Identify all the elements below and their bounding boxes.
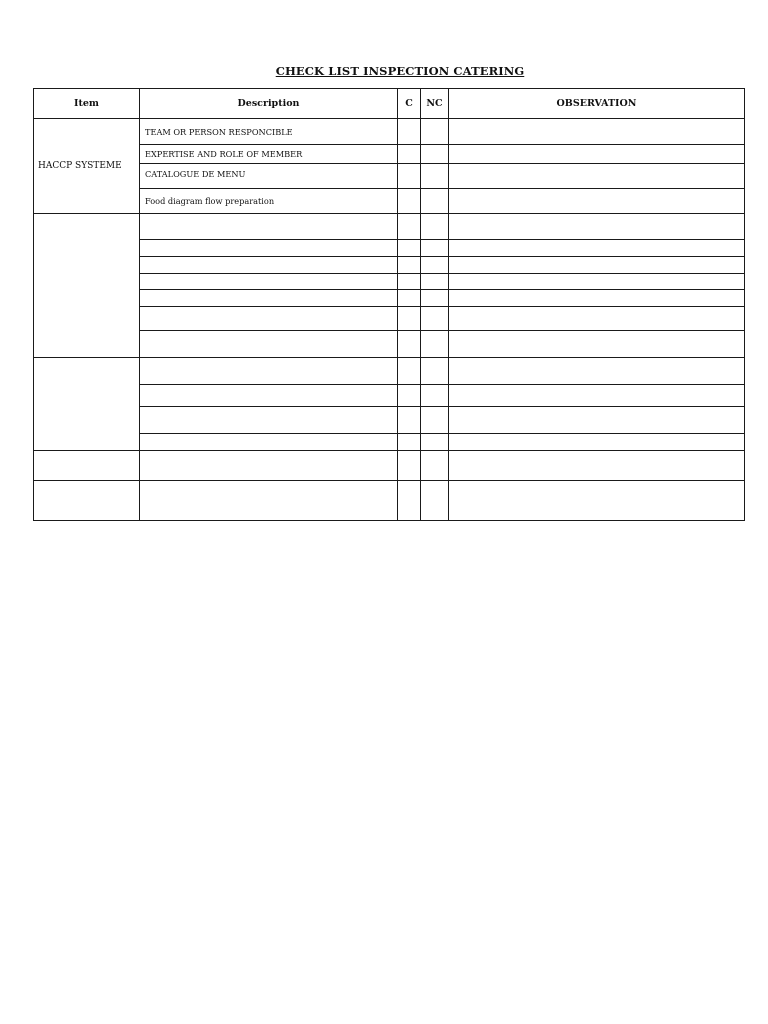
table-row — [34, 407, 745, 434]
c-checkbox-cell[interactable] — [398, 290, 421, 307]
header-observation: OBSERVATION — [449, 89, 745, 119]
item-cell — [34, 481, 140, 521]
table-row — [34, 307, 745, 331]
c-checkbox-cell[interactable] — [398, 214, 421, 240]
observation-cell[interactable] — [449, 407, 745, 434]
header-nc: NC — [421, 89, 449, 119]
table-header-row — [34, 89, 745, 119]
c-checkbox-cell[interactable] — [398, 145, 421, 164]
c-checkbox-cell[interactable] — [398, 119, 421, 145]
c-checkbox-cell[interactable] — [398, 481, 421, 521]
description-cell — [140, 481, 398, 521]
table-row — [34, 451, 745, 481]
description-cell: EXPERTISE AND ROLE OF MEMBER — [140, 145, 398, 164]
item-cell: HACCP SYSTEME — [34, 119, 140, 214]
observation-cell[interactable] — [449, 290, 745, 307]
header-item: Item — [34, 89, 140, 119]
c-checkbox-cell[interactable] — [398, 274, 421, 290]
nc-checkbox-cell[interactable] — [421, 481, 449, 521]
observation-cell[interactable] — [449, 145, 745, 164]
observation-cell[interactable] — [449, 358, 745, 385]
observation-cell[interactable] — [449, 307, 745, 331]
nc-checkbox-cell[interactable] — [421, 407, 449, 434]
nc-checkbox-cell[interactable] — [421, 358, 449, 385]
nc-checkbox-cell[interactable] — [421, 164, 449, 189]
c-checkbox-cell[interactable] — [398, 451, 421, 481]
c-checkbox-cell[interactable] — [398, 358, 421, 385]
c-checkbox-cell[interactable] — [398, 307, 421, 331]
c-checkbox-cell[interactable] — [398, 434, 421, 451]
description-cell: TEAM OR PERSON RESPONCIBLE — [140, 119, 398, 145]
nc-checkbox-cell[interactable] — [421, 331, 449, 358]
observation-cell[interactable] — [449, 331, 745, 358]
table-row — [34, 189, 745, 214]
table-row — [34, 240, 745, 257]
nc-checkbox-cell[interactable] — [421, 240, 449, 257]
description-cell — [140, 385, 398, 407]
table-row — [34, 434, 745, 451]
inspection-checklist-table — [33, 88, 745, 521]
nc-checkbox-cell[interactable] — [421, 189, 449, 214]
description-cell — [140, 214, 398, 240]
description-cell: Food diagram flow preparation — [140, 189, 398, 214]
description-cell — [140, 451, 398, 481]
table-row — [34, 385, 745, 407]
header-c: C — [398, 89, 421, 119]
description-cell — [140, 407, 398, 434]
observation-cell[interactable] — [449, 257, 745, 274]
description-cell — [140, 290, 398, 307]
c-checkbox-cell[interactable] — [398, 257, 421, 274]
nc-checkbox-cell[interactable] — [421, 257, 449, 274]
table-row — [34, 290, 745, 307]
c-checkbox-cell[interactable] — [398, 385, 421, 407]
nc-checkbox-cell[interactable] — [421, 145, 449, 164]
item-cell — [34, 358, 140, 451]
table-row — [34, 274, 745, 290]
description-cell — [140, 331, 398, 358]
c-checkbox-cell[interactable] — [398, 189, 421, 214]
description-cell — [140, 257, 398, 274]
nc-checkbox-cell[interactable] — [421, 385, 449, 407]
table-row — [34, 358, 745, 385]
description-cell — [140, 358, 398, 385]
nc-checkbox-cell[interactable] — [421, 214, 449, 240]
observation-cell[interactable] — [449, 164, 745, 189]
observation-cell[interactable] — [449, 434, 745, 451]
header-description: Description — [140, 89, 398, 119]
description-cell — [140, 434, 398, 451]
c-checkbox-cell[interactable] — [398, 240, 421, 257]
observation-cell[interactable] — [449, 451, 745, 481]
observation-cell[interactable] — [449, 214, 745, 240]
table-row — [34, 119, 745, 145]
item-cell — [34, 214, 140, 358]
observation-cell[interactable] — [449, 274, 745, 290]
c-checkbox-cell[interactable] — [398, 164, 421, 189]
description-cell — [140, 274, 398, 290]
nc-checkbox-cell[interactable] — [421, 434, 449, 451]
nc-checkbox-cell[interactable] — [421, 274, 449, 290]
description-cell — [140, 307, 398, 331]
description-cell: CATALOGUE DE MENU — [140, 164, 398, 189]
observation-cell[interactable] — [449, 189, 745, 214]
table-row — [34, 214, 745, 240]
table-row — [34, 164, 745, 189]
observation-cell[interactable] — [449, 119, 745, 145]
observation-cell[interactable] — [449, 240, 745, 257]
document-title: CHECK LIST INSPECTION CATERING — [275, 64, 525, 78]
nc-checkbox-cell[interactable] — [421, 307, 449, 331]
nc-checkbox-cell[interactable] — [421, 451, 449, 481]
table-row — [34, 257, 745, 274]
nc-checkbox-cell[interactable] — [421, 290, 449, 307]
table-row — [34, 331, 745, 358]
c-checkbox-cell[interactable] — [398, 331, 421, 358]
c-checkbox-cell[interactable] — [398, 407, 421, 434]
item-cell — [34, 451, 140, 481]
description-cell — [140, 240, 398, 257]
nc-checkbox-cell[interactable] — [421, 119, 449, 145]
table-row — [34, 145, 745, 164]
observation-cell[interactable] — [449, 481, 745, 521]
observation-cell[interactable] — [449, 385, 745, 407]
table-row — [34, 481, 745, 521]
